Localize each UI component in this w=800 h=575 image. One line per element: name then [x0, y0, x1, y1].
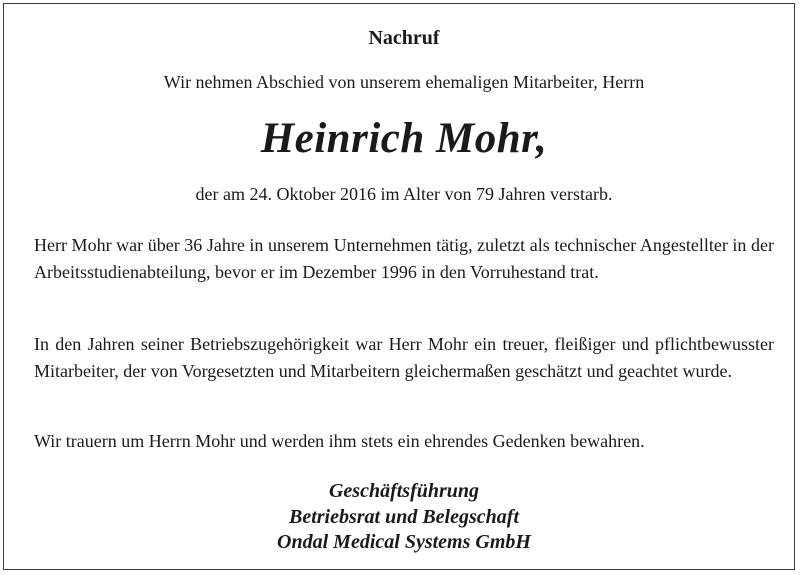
deceased-name: Heinrich Mohr,: [260, 115, 548, 162]
intro-line: Wir nehmen Abschied von unserem ehemaligen Mitarbeiter, Herrn: [163, 72, 645, 92]
signature-works-council: Betriebsrat und Belegschaft: [288, 506, 519, 528]
notice-border: [3, 3, 795, 570]
signature-company: Ondal Medical Systems GmbH: [277, 531, 531, 553]
notice-heading: Nachruf: [368, 27, 440, 49]
closing-paragraph: Wir trauern um Herrn Mohr und werden ihm stets ein ehrendes Gedenken bewahren.: [34, 431, 645, 451]
death-date-line: der am 24. Oktober 2016 im Alter von 79 Jahren verstarb.: [195, 184, 613, 204]
career-paragraph: Herr Mohr war über 36 Jahre in unserem Unternehmen tätig, zuletzt als technischer Angestellter in der Arbeitsstudienabteilung, bevor er im Dezember 1996 in den Vorruhestand trat.: [34, 235, 774, 282]
signature-management: Geschäftsführung: [328, 480, 480, 502]
tribute-paragraph: In den Jahren seiner Betriebszugehörigkeit war Herr Mohr ein treuer, fleißiger und pflichtbewusster Mitarbeiter, der von Vorgesetzten und Mitarbeitern gleichermaßen geschätzt und geachtet wurde.: [34, 334, 774, 381]
